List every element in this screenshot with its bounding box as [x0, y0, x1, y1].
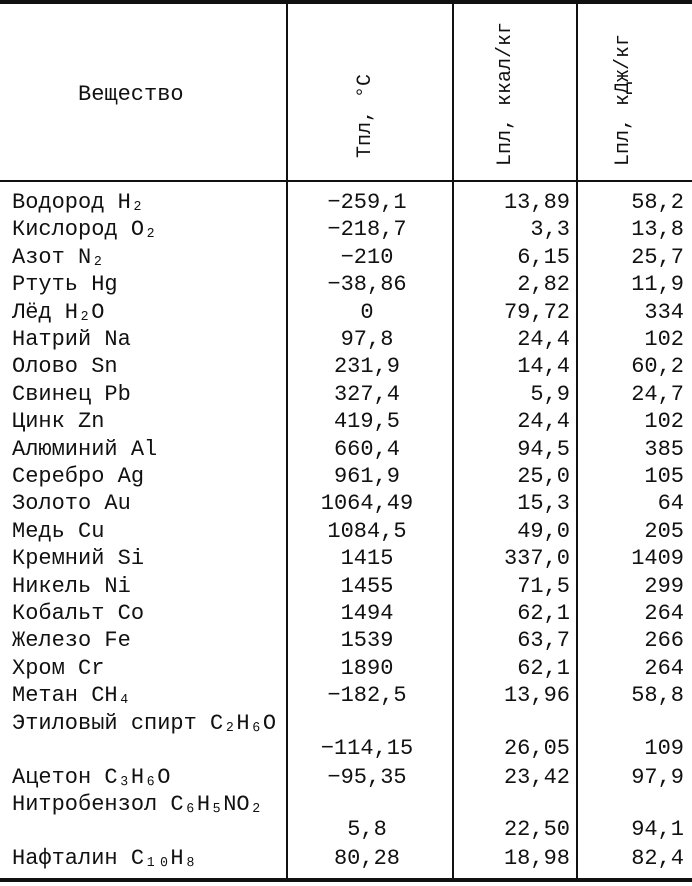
heat-kj: 109: [644, 735, 684, 761]
heat-kcal: 3,3: [530, 217, 570, 243]
substance-name: Серебро Ag: [12, 464, 145, 489]
table-row: [0, 354, 692, 379]
melting-temperature: 660,4: [333, 436, 400, 462]
substance-name: Водород H₂: [12, 190, 145, 215]
melting-temperature: 231,9: [333, 354, 400, 380]
melting-temperature: −218,7: [327, 217, 407, 243]
heat-kj: 385: [644, 436, 684, 462]
heat-kcal: 94,5: [517, 436, 570, 462]
table-row: [0, 300, 692, 325]
table-row: [0, 601, 692, 626]
heat-kj: 11,9: [631, 272, 684, 298]
substance-name: Золото Au: [12, 491, 131, 517]
melting-temperature: 0: [360, 299, 374, 325]
heat-kcal: 63,7: [517, 628, 570, 654]
heat-kj: 97,9: [631, 764, 684, 790]
table-row: [0, 437, 692, 462]
substance-name: Ацетон C₃H₆O: [12, 764, 171, 790]
substance-name: Нитробензол C₆H₅NO₂: [12, 792, 263, 817]
heat-kcal: 13,96: [503, 683, 570, 709]
substance-name: Хром Cr: [12, 655, 105, 681]
melting-temperature: 1064,49: [320, 491, 414, 517]
top-rule: [0, 0, 692, 4]
table-row: [0, 272, 692, 297]
heat-kcal: 14,4: [517, 354, 570, 380]
table-row: [0, 765, 692, 790]
substance-name: Натрий Na: [12, 327, 131, 352]
substance-name: Алюминий Al: [12, 436, 158, 462]
table-row: [0, 846, 692, 871]
heat-kj: 102: [644, 327, 684, 352]
substance-name: Кремний Si: [12, 546, 145, 572]
header-substance: Вещество: [78, 82, 184, 107]
table-row: [0, 217, 692, 242]
substance-name: Этиловый спирт C₂H₆O: [12, 710, 277, 736]
melting-temperature: 1455: [340, 573, 394, 599]
substance-name: Кобальт Co: [12, 601, 145, 626]
substance-name: Кислород O₂: [12, 217, 158, 243]
substance-name: Метан CH₄: [12, 683, 131, 709]
table-row: [0, 792, 692, 842]
substance-name: Лёд H₂O: [12, 299, 105, 325]
heat-kcal: 6,15: [517, 244, 570, 270]
table-row: [0, 382, 692, 407]
heat-kj: 94,1: [631, 817, 684, 842]
heat-kj: 299: [644, 573, 684, 599]
substance-name: Цинк Zn: [12, 409, 105, 435]
heat-kcal: 24,4: [517, 409, 570, 435]
heat-kj: 58,8: [631, 683, 684, 709]
substance-name: Медь Cu: [12, 518, 105, 544]
melting-temperature: 961,9: [333, 464, 400, 489]
melting-temperature: 5,8: [347, 817, 387, 842]
substance-name: Азот N₂: [12, 244, 105, 270]
substance-name: Олово Sn: [12, 354, 118, 380]
heat-kj: 1409: [631, 546, 684, 572]
heat-kj: 205: [644, 518, 684, 544]
heat-kj: 82,4: [631, 846, 684, 871]
heat-kcal: 337,0: [503, 546, 570, 572]
melting-temperature: 327,4: [333, 381, 400, 407]
heat-kj: 334: [644, 299, 684, 325]
table-row: [0, 546, 692, 571]
heat-kcal: 25,0: [517, 464, 570, 489]
heat-kj: 13,8: [631, 217, 684, 243]
melting-temperature: −259,1: [327, 190, 407, 215]
substance-name: Нафталин C₁₀H₈: [12, 846, 197, 871]
header-l-kcal: Lпл, ккал/кг: [494, 21, 517, 166]
table-row: [0, 409, 692, 434]
table-row: [0, 327, 692, 352]
heat-kj: 25,7: [631, 244, 684, 270]
header-t-melt: Tпл, °C: [354, 73, 377, 158]
heat-kcal: 15,3: [517, 491, 570, 517]
heat-kj: 24,7: [631, 381, 684, 407]
table-row: [0, 491, 692, 516]
table-row: [0, 628, 692, 653]
heat-kcal: 62,1: [517, 655, 570, 681]
heat-kcal: 79,72: [503, 299, 570, 325]
bottom-rule: [0, 878, 692, 882]
heat-kj: 264: [644, 655, 684, 681]
table-row: [0, 464, 692, 489]
heat-kcal: 23,42: [503, 764, 570, 790]
heat-kcal: 24,4: [517, 327, 570, 352]
table-row: [0, 245, 692, 270]
heat-kj: 102: [644, 409, 684, 435]
melting-temperature: 1494: [340, 601, 394, 626]
heat-kj: 64: [657, 491, 684, 517]
heat-kcal: 5,9: [530, 381, 570, 407]
heat-kj: 105: [644, 464, 684, 489]
melting-temperature: 1539: [340, 628, 394, 654]
heat-kj: 60,2: [631, 354, 684, 380]
substance-name: Ртуть Hg: [12, 272, 118, 298]
heat-kcal: 49,0: [517, 518, 570, 544]
heat-kcal: 71,5: [517, 573, 570, 599]
heat-kcal: 22,50: [503, 817, 570, 842]
substance-name: Никель Ni: [12, 573, 131, 599]
melting-temperature: 1084,5: [327, 518, 407, 544]
heat-kj: 264: [644, 601, 684, 626]
melting-temperature: 1415: [340, 546, 394, 572]
header-l-kj: Lпл, кДж/кг: [612, 33, 635, 166]
melting-temperature: 80,28: [333, 846, 400, 871]
table-row: [0, 574, 692, 599]
table-row: [0, 656, 692, 681]
table-row: [0, 683, 692, 708]
heat-kcal: 18,98: [503, 846, 570, 871]
melting-temperature: −38,86: [327, 272, 407, 298]
substance-name: Свинец Pb: [12, 381, 131, 407]
heat-kcal: 2,82: [517, 272, 570, 298]
heat-kcal: 26,05: [503, 735, 570, 761]
melting-temperature: −114,15: [320, 735, 414, 761]
substance-name: Железо Fe: [12, 628, 131, 654]
heat-kj: 58,2: [631, 190, 684, 215]
heat-kcal: 62,1: [517, 601, 570, 626]
table-row: [0, 190, 692, 215]
melting-temperature: −182,5: [327, 683, 407, 709]
table-row: [0, 519, 692, 544]
table-row: [0, 710, 692, 761]
melting-temperature: 1890: [340, 655, 394, 681]
heat-kcal: 13,89: [503, 190, 570, 215]
heat-kj: 266: [644, 628, 684, 654]
melting-temperature: −95,35: [327, 764, 407, 790]
melting-temperature: 419,5: [333, 409, 400, 435]
melting-temperature: −210: [340, 244, 394, 270]
melting-temperature: 97,8: [340, 327, 394, 352]
header-rule: [0, 180, 692, 182]
